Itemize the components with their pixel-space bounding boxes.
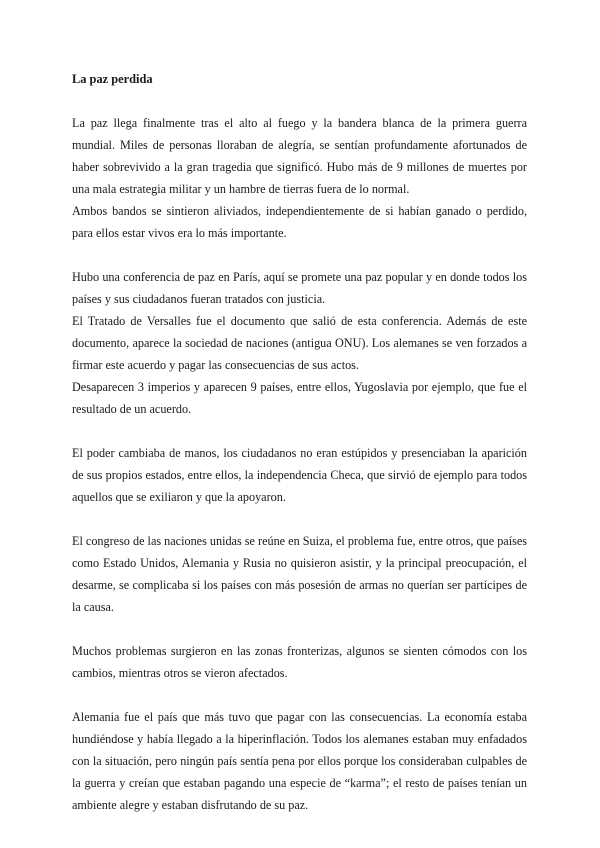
paragraph-gap xyxy=(72,684,527,706)
paragraph-empires: Desaparecen 3 imperios y aparecen 9 países, entre ellos, Yugoslavia por ejemplo, que fue el resultado de un acuerdo. xyxy=(72,380,527,416)
paragraph-gap xyxy=(72,618,527,640)
paragraph-power-shift: El poder cambiaba de manos, los ciudadanos no eran estúpidos y presenciaban la aparición de sus propios estados, entre ellos, la independencia Checa, que sirvió de ejemplo para todos aquellos que se exiliaron y que la apoyaron. xyxy=(72,446,527,504)
paragraph-congress: El congreso de las naciones unidas se reúne en Suiza, el problema fue, entre otros, que países como Estado Unidos, Alemania y Rusia no quisieron asistir, y la principal preocupación, el desarme, se complicaba si los países con más posesión de armas no querían ser partícipes de la causa. xyxy=(72,534,527,614)
paragraph-armistice: La paz llega finalmente tras el alto al fuego y la bandera blanca de la primera guerra mundial. Miles de personas lloraban de alegría, se sentían profundamente afortunados de haber sobrevivido a la gran tragedia que significó. Hubo más de 9 millones de muertes por una mala estrategia militar y un hambre de tierras fuera de lo normal. xyxy=(72,116,527,196)
paragraph-gap xyxy=(72,420,527,442)
document-title: La paz perdida xyxy=(72,72,153,86)
paragraph-gap xyxy=(72,244,527,266)
paragraph-borders: Muchos problemas surgieron en las zonas fronterizas, algunos se sienten cómodos con los cambios, mientras otros se vieron afectados. xyxy=(72,644,527,680)
paragraph-paris-conference: Hubo una conferencia de paz en París, aquí se promete una paz popular y en donde todos los países y sus ciudadanos fueran tratados con justicia. xyxy=(72,270,527,306)
paragraph-versailles: El Tratado de Versalles fue el documento que salió de esta conferencia. Además de este documento, aparece la sociedad de naciones (antigua ONU). Los alemanes se ven forzados a firmar este acuerdo y pagar las consecuencias de sus actos. xyxy=(72,314,527,372)
document-page xyxy=(72,68,527,816)
paragraph-relief: Ambos bandos se sintieron aliviados, independientemente de si habían ganado o perdido, para ellos estar vivos era lo más importante. xyxy=(72,204,527,240)
paragraph-gap xyxy=(72,508,527,530)
paragraph-germany: Alemania fue el país que más tuvo que pagar con las consecuencias. La economía estaba hundiéndose y había llegado a la hiperinflación. Todos los alemanes estaban muy enfadados con la situación, pero ningún país sentía pena por ellos porque los consideraban culpables de la guerra y creían que estaban pagando una especie de “karma”; el resto de países tenían un ambiente alegre y estaban disfrutando de su paz. xyxy=(72,710,527,812)
